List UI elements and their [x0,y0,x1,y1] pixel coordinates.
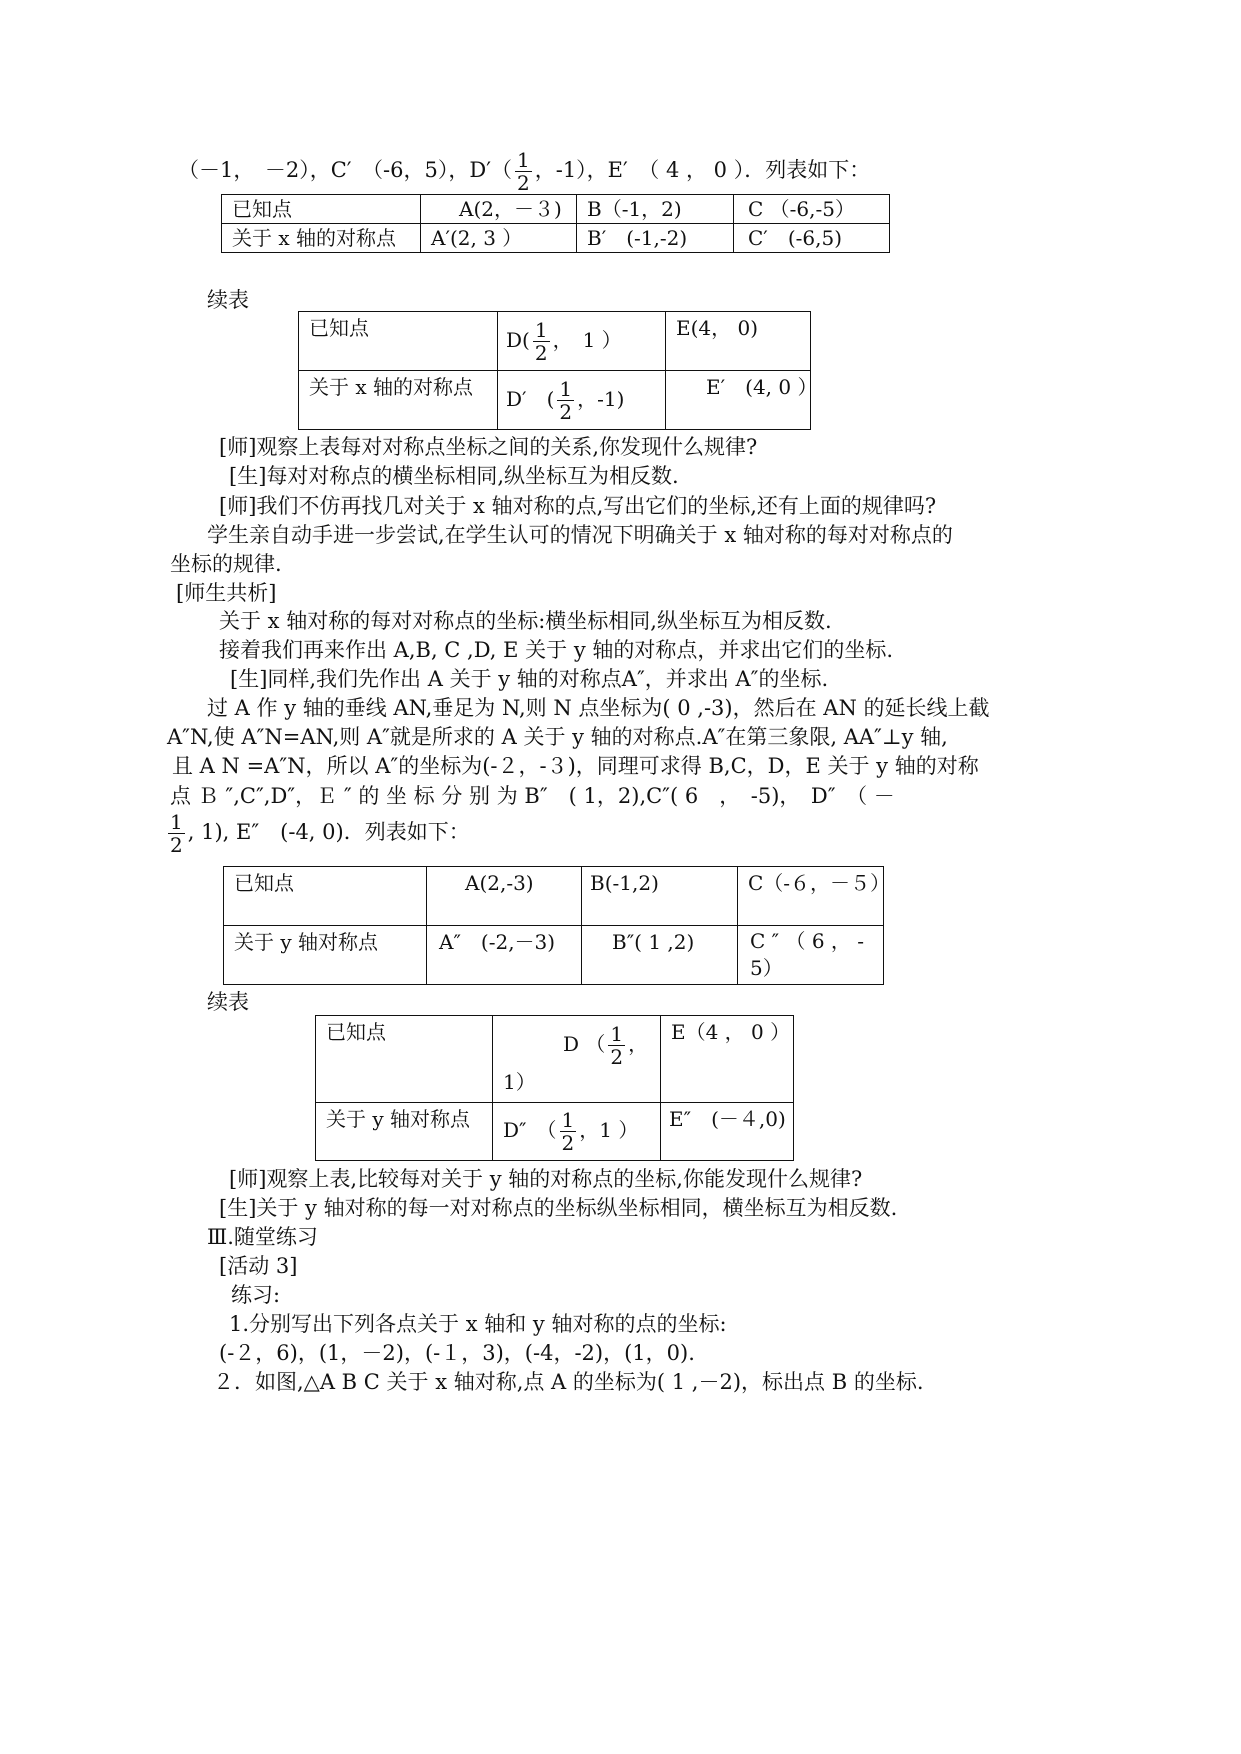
table-cell: C′ (-6,5) [734,224,890,253]
paragraph: 练习: [231,1283,281,1307]
continued-table-label: 续表 [207,288,249,312]
paragraph: [生]每对对称点的横坐标相同,纵坐标互为相反数. [229,464,679,488]
fraction-denominator: 2 [516,171,530,195]
fraction-numerator: 1 [534,317,548,342]
table-cell [493,1103,661,1161]
paragraph: [生]同样,我们先作出 A 关于 y 轴的对称点A″，并求出 A″的坐标. [230,667,829,691]
paragraph: (-２，6)，(1，－2)，(-１，3)，(-4，-2)，(1，0). [219,1341,695,1365]
text-segment: D″ （ [503,1118,557,1142]
fraction-denominator: 2 [561,1131,575,1155]
table-cell: 关于 y 轴对称点 [224,926,427,985]
table-row [299,371,811,430]
fraction-denominator: 2 [610,1045,624,1069]
text-segment: D′ ( [506,386,555,411]
table-cell: E(4， 0) [666,312,811,371]
fraction [168,812,185,855]
table-cell [493,1016,661,1103]
table-cell: 已知点 [299,312,498,371]
table-row [316,1103,794,1161]
fraction-numerator: 1 [170,810,183,834]
table-cell: E（4 ， 0 ） [661,1016,794,1103]
fraction-numerator: 1 [561,1108,575,1132]
paragraph: 坐标的规律. [170,552,282,576]
table-cell: 关于 x 轴的对称点 [299,371,498,430]
table-cell: 关于 x 轴的对称点 [222,224,421,253]
paragraph: [师]观察上表,比较每对关于 y 轴的对称点的坐标,你能发现什么规律? [229,1167,863,1191]
paragraph: [生]关于 y 轴对称的每一对对称点的坐标纵坐标相同，横坐标互为相反数. [219,1196,898,1220]
table-x-axis-symmetry-continued [298,311,818,430]
fraction [560,1110,577,1153]
fraction [608,1024,625,1067]
table-cell: E′ (4, 0 ） [666,371,811,430]
paragraph: A″N,使 A″N=AN,则 A″就是所求的 A 关于 y 轴的对称点.A″在第三象限, AA″⊥y 轴, [167,725,948,749]
table-cell: 已知点 [222,195,421,224]
table-cell: B″( 1 ,2) [582,926,738,985]
table-cell: B′ (-1,-2) [577,224,734,253]
table-cell: 已知点 [224,867,427,926]
table-row [224,926,884,985]
table-y-axis-symmetry-continued [315,1015,794,1161]
table-row [222,224,890,253]
table-cell [738,926,884,985]
fraction-denominator: 2 [534,340,548,365]
text-segment: 1） [503,1070,536,1094]
text-segment: ，1 ） [579,1118,639,1142]
table-cell: B（-1，2) [577,195,734,224]
text-line [503,1020,650,1068]
text-line-coordinates [178,150,870,193]
exercise-item: ２．如图,△A B C 关于 x 轴对称,点 A 的坐标为( 1 ,－2)，标出点 B 的坐标. [213,1370,924,1394]
text-segment: , 1), E″ (-4, 0)．列表如下： [187,820,470,844]
paragraph: [活动 3] [219,1254,298,1278]
table-cell: B(-1,2) [582,867,738,926]
text-segment: ， [628,1032,649,1056]
text-segment: ， 1 ） [552,327,622,352]
table-cell: C（-６，－５） [738,867,884,926]
paragraph: 过 A 作 y 轴的垂线 AN,垂足为 N,则 N 点坐标为( 0 ,-3)，然后在 AN 的延长线上截 [207,696,990,720]
table-cell: C （-6,-5） [734,195,890,224]
table-cell [498,312,666,371]
paragraph: [师生共析] [176,581,277,605]
paragraph: 且 A N =A″N，所以 A″的坐标为(-２，-３)，同理可求得 B,C，D，E 关于 y 轴的对称 [172,754,979,778]
table-cell [498,371,666,430]
text-segment: ，-1），E′ （ 4 ， 0 ）．列表如下： [534,158,871,182]
fraction [515,150,532,193]
paragraph: [师]我们不仿再找几对关于 x 轴对称的点,写出它们的坐标,还有上面的规律吗? [219,494,937,518]
fraction-numerator: 1 [610,1022,624,1046]
fraction-numerator: 1 [559,376,573,401]
fraction-denominator: 2 [170,833,183,857]
paragraph: [师]观察上表每对对称点坐标之间的关系,你发现什么规律? [219,435,758,459]
text-segment: D （ [563,1032,606,1056]
table-cell: 已知点 [316,1016,493,1103]
table-cell: A(2，－３) [421,195,577,224]
table-cell: A′(2, 3 ） [421,224,577,253]
table-y-axis-symmetry [223,866,891,985]
fraction-numerator: 1 [516,148,530,172]
table-x-axis-symmetry [221,194,890,253]
text-segment: （－1， －2），C′ （-6，5），D′（ [178,158,512,182]
paragraph: 接着我们再来作出 A,B, C ,D, E 关于 y 轴的对称点，并求出它们的坐标. [219,638,894,662]
table-row [299,312,811,371]
paragraph: 学生亲自动手进一步尝试,在学生认可的情况下明确关于 x 轴对称的每对对称点的 [207,523,953,547]
fraction-denominator: 2 [559,399,573,424]
fraction [557,376,574,424]
table-cell: A″ (-2,－3) [427,926,582,985]
text-segment: ，-1) [577,386,625,411]
table-row [224,867,884,926]
continued-table-label: 续表 [207,990,249,1014]
text-line-coordinates [168,808,470,856]
exercise-item: 1.分别写出下列各点关于 x 轴和 y 轴对称的点的坐标: [229,1312,727,1336]
paragraph: 点 Ｂ ″,C″,D″，Ｅ ″ 的 坐 标 分 别 为 B″ ( 1，2),C″( 6 ， -5)， D″ （ － [170,784,895,808]
section-heading: Ⅲ.随堂练习 [207,1225,318,1249]
paragraph: 关于 x 轴对称的每对对称点的坐标:横坐标相同,纵坐标互为相反数. [219,609,832,633]
text-segment: D( [506,327,530,352]
table-row [222,195,890,224]
table-row [316,1016,794,1103]
text-segment: 5） [750,956,783,980]
fraction [533,317,550,365]
text-segment: C ″ （ 6 ， - [750,929,865,953]
table-cell: A(2,-3) [427,867,582,926]
table-cell: E″ (－４,0) [661,1103,794,1161]
table-cell: 关于 y 轴对称点 [316,1103,493,1161]
